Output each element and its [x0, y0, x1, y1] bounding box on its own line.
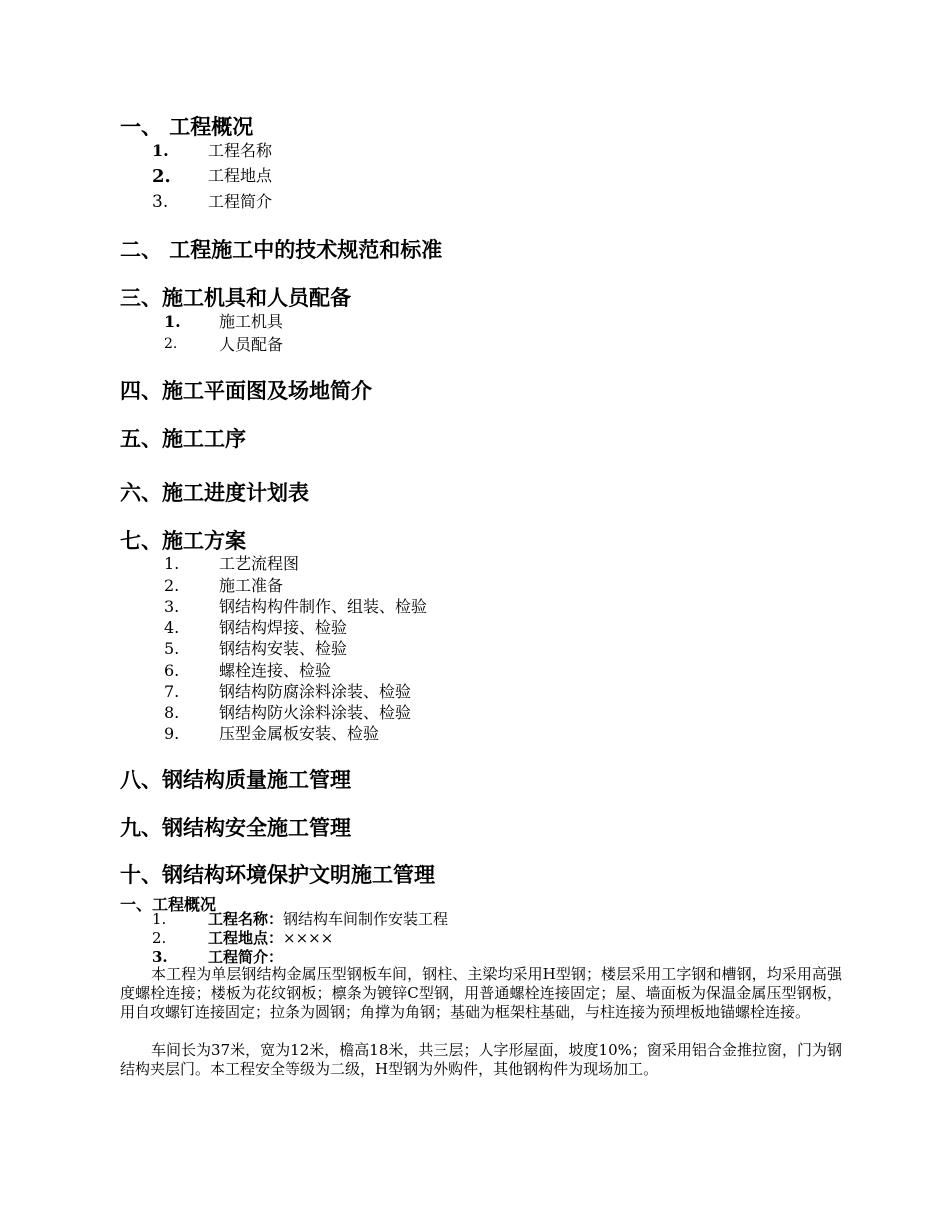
- toc-item-label: 工程名称: [208, 141, 273, 160]
- toc-heading-6: 六、施工进度计划表: [120, 481, 309, 505]
- body-paragraph: 本工程为单层钢结构金属压型钢板车间，钢柱、主梁均采用H型钢；楼层采用工字钢和槽钢，均采用高强度螺栓连接；楼板为花纹钢板；檩条为镀锌C型钢，用普通螺栓连接固定；屋、墙面板为保温金属压型钢板，用自攻螺钉连接固定；拉条为圆钢；角撑为角钢；基础为框架柱基础，与柱连接为预埋板地锚螺栓连接。: [120, 965, 842, 1021]
- toc-item-number: 2.: [152, 166, 171, 187]
- toc-item-label: 工程简介: [208, 192, 273, 211]
- toc-item-label: 工程地点: [208, 166, 273, 185]
- toc-item-label: 人员配备: [219, 335, 284, 354]
- toc-item-number: 1.: [152, 141, 169, 160]
- detail-heading: 一、工程概况: [120, 895, 217, 914]
- detail-item-label: 工程简介：: [208, 948, 284, 966]
- toc-item-label: 工艺流程图: [219, 554, 300, 573]
- toc-item-label: 钢结构防腐涂料涂装、检验: [219, 682, 412, 701]
- detail-item-number: 1.: [152, 910, 167, 928]
- toc-item-label: 钢结构焊接、检验: [219, 618, 348, 637]
- toc-item-label: 压型金属板安装、检验: [219, 724, 380, 743]
- toc-heading-3: 三、施工机具和人员配备: [120, 286, 351, 310]
- toc-item-label: 螺栓连接、检验: [219, 661, 332, 680]
- detail-item-number: 2.: [152, 929, 167, 947]
- toc-heading-9: 九、钢结构安全施工管理: [120, 816, 351, 840]
- toc-item-label: 钢结构安装、检验: [219, 639, 348, 658]
- toc-heading-7: 七、施工方案: [120, 529, 246, 553]
- detail-item-value: ××××: [283, 929, 334, 947]
- toc-item-number: 1.: [164, 554, 180, 573]
- body-paragraph: 车间长为37米，宽为12米，檐高18米，共三层；人字形屋面，坡度10%；窗采用铝合金推拉窗，门为钢结构夹层门。本工程安全等级为二级，H型钢为外购件，其他钢构件为现场加工。: [120, 1041, 842, 1078]
- toc-heading-8: 八、钢结构质量施工管理: [120, 768, 351, 792]
- toc-item-number: 3.: [164, 597, 180, 616]
- toc-heading-5: 五、施工工序: [120, 427, 246, 451]
- toc-heading-1: 一、 工程概况: [120, 115, 254, 139]
- toc-heading-2: 二、 工程施工中的技术规范和标准: [120, 238, 443, 262]
- detail-item-value: 钢结构车间制作安装工程: [283, 910, 449, 928]
- detail-item-label: 工程名称：: [208, 910, 284, 928]
- toc-item-label: 钢结构构件制作、组装、检验: [219, 597, 428, 616]
- toc-item-number: 5.: [164, 639, 180, 658]
- toc-item-number: 4.: [164, 618, 180, 637]
- toc-heading-10: 十、钢结构环境保护文明施工管理: [120, 863, 435, 887]
- toc-item-number: 2.: [164, 576, 180, 595]
- toc-item-number: 7.: [164, 682, 180, 701]
- toc-item-number: 6.: [164, 661, 180, 680]
- toc-item-number: 9.: [164, 724, 180, 743]
- toc-item-label: 施工机具: [219, 312, 284, 331]
- toc-item-number: 3.: [152, 192, 169, 212]
- toc-item-number: 8.: [164, 703, 180, 722]
- toc-item-number: 2.: [164, 336, 178, 352]
- toc-item-label: 施工准备: [219, 576, 284, 595]
- detail-item-label: 工程地点：: [208, 929, 284, 947]
- toc-item-label: 钢结构防火涂料涂装、检验: [219, 703, 412, 722]
- toc-heading-4: 四、施工平面图及场地简介: [120, 379, 372, 403]
- toc-item-number: 1.: [164, 312, 181, 331]
- detail-item-number: 3.: [152, 948, 168, 966]
